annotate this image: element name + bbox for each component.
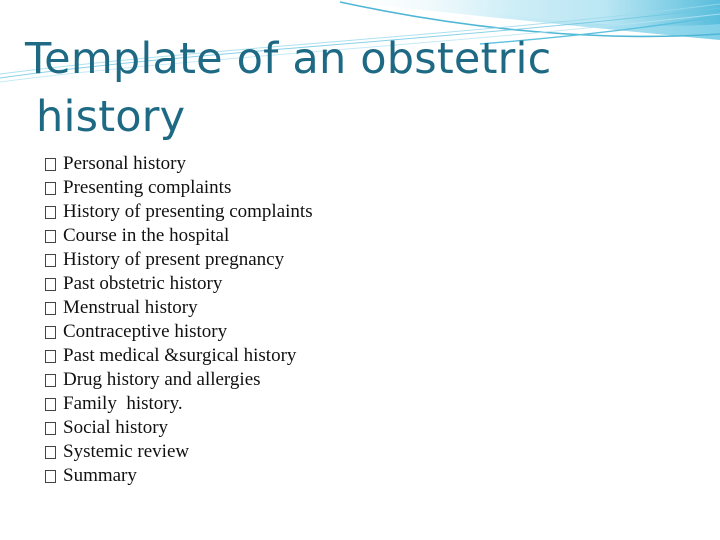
list-item-label: History of present pregnancy: [63, 249, 285, 270]
checkbox-square-icon: [45, 374, 56, 387]
slide-title: [25, 30, 625, 146]
title-line-1: Template of an obstetric: [25, 34, 552, 84]
list-item-label: Family history.: [63, 393, 183, 414]
checkbox-square-icon: [45, 302, 56, 315]
bullet-list: [45, 152, 313, 488]
list-item-label: Contraceptive history: [63, 321, 228, 342]
list-item: [45, 152, 313, 176]
list-item: [45, 368, 313, 392]
list-item-label: Personal history: [63, 153, 186, 174]
list-item-label: Drug history and allergies: [63, 369, 261, 390]
list-item: [45, 200, 313, 224]
checkbox-square-icon: [45, 278, 56, 291]
list-item-label: Systemic review: [63, 441, 190, 462]
list-item: [45, 416, 313, 440]
checkbox-square-icon: [45, 398, 56, 411]
list-item-label: Presenting complaints: [63, 177, 232, 198]
checkbox-square-icon: [45, 422, 56, 435]
list-item: [45, 344, 313, 368]
list-item: [45, 224, 313, 248]
list-item-label: Past medical &surgical history: [63, 345, 297, 366]
title-line-2: history: [36, 92, 186, 142]
list-item: [45, 464, 313, 488]
checkbox-square-icon: [45, 326, 56, 339]
list-item-label: Past obstetric history: [63, 273, 223, 294]
list-item-label: Menstrual history: [63, 297, 198, 318]
list-item: [45, 296, 313, 320]
checkbox-square-icon: [45, 206, 56, 219]
checkbox-square-icon: [45, 230, 56, 243]
list-item-label: History of presenting complaints: [63, 201, 313, 222]
checkbox-square-icon: [45, 254, 56, 267]
checkbox-square-icon: [45, 350, 56, 363]
list-item: [45, 320, 313, 344]
checkbox-square-icon: [45, 446, 56, 459]
checkbox-square-icon: [45, 158, 56, 171]
list-item-label: Summary: [63, 465, 137, 486]
list-item: [45, 440, 313, 464]
list-item: [45, 176, 313, 200]
list-item: [45, 272, 313, 296]
checkbox-square-icon: [45, 470, 56, 483]
list-item-label: Course in the hospital: [63, 225, 230, 246]
list-item: [45, 248, 313, 272]
list-item-label: Social history: [63, 417, 169, 438]
checkbox-square-icon: [45, 182, 56, 195]
list-item: [45, 392, 313, 416]
